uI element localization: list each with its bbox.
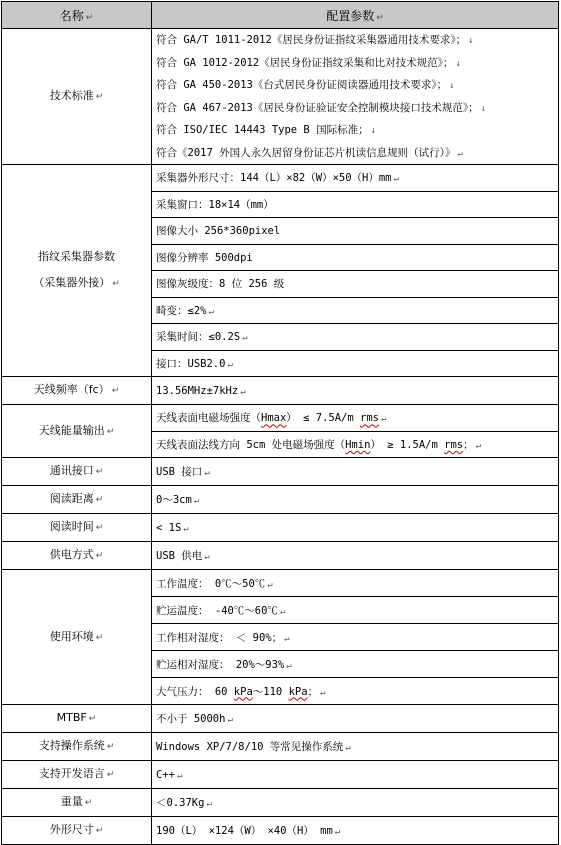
spec-table — [1, 1, 559, 845]
label-environment: 使用环境 ↵ — [2, 570, 152, 705]
fp-value: 采集器外形尺寸：144（L）×82（W）×50（H）mm ↵ — [152, 165, 559, 192]
row-environment — [2, 570, 559, 597]
env-value: 工作相对湿度： ＜ 90%； ↵ — [152, 624, 559, 651]
standard-line: 符合《2017 外国人永久居留身份证芯片机读信息规则（试行）》 ↵ — [156, 146, 463, 159]
header-name: 名称 ↵ — [2, 2, 152, 29]
env-value: 工作温度： 0℃～50℃ ↵ — [152, 570, 559, 597]
row-fingerprint — [2, 165, 559, 192]
header-row — [2, 2, 559, 29]
row-mtbf — [2, 705, 559, 733]
env-value: 大气压力： 60 kPa～110 kPa； ↵ — [152, 678, 559, 705]
value-comm: USB 接口 ↵ — [152, 458, 559, 486]
standard-line: 符合 GA 450-2013《台式居民身份证阅读器通用技术要求》； ↓ — [156, 79, 455, 91]
fp-value: 畸变：≤2% ↵ — [152, 297, 559, 324]
value-os: Windows XP/7/8/10 等常见操作系统 ↵ — [152, 733, 559, 761]
label-readtime: 阅读时间 ↵ — [2, 514, 152, 542]
row-os — [2, 733, 559, 761]
label-power: 供电方式 ↵ — [2, 542, 152, 570]
value-readtime: < 1S ↵ — [152, 514, 559, 542]
label-os: 支持操作系统 ↵ — [2, 733, 152, 761]
label-antenna: 天线能量输出 ↵ — [2, 405, 152, 458]
label-distance: 阅读距离 ↵ — [2, 486, 152, 514]
row-readtime — [2, 514, 559, 542]
standard-line: 符合 GA 467-2013《居民身份证验证安全控制模块接口技术规范》； ↓ — [156, 101, 487, 114]
env-value: 贮运温度： -40℃～60℃ ↵ — [152, 597, 559, 624]
value-power: USB 供电 ↵ — [152, 542, 559, 570]
value-lang: C++ ↵ — [152, 761, 559, 789]
standard-line: 符合 GA/T 1011-2012《居民身份证指纹采集器通用技术要求》； ↓ — [156, 34, 474, 46]
label-comm: 通讯接口 ↵ — [2, 458, 152, 486]
row-size — [2, 817, 559, 845]
label-standards: 技术标准 ↵ — [2, 29, 152, 165]
standard-line: 符合 ISO/IEC 14443 Type B 国际标准； ↓ — [156, 124, 376, 136]
value-distance: 0～3cm ↵ — [152, 486, 559, 514]
row-power — [2, 542, 559, 570]
value-frequency: 13.56MHz±7kHz ↵ — [152, 377, 559, 405]
row-weight — [2, 789, 559, 817]
fp-value: 图像分辨率 500dpi — [152, 244, 559, 271]
label-frequency: 天线频率（fc） ↵ — [2, 377, 152, 405]
row-lang — [2, 761, 559, 789]
fp-value: 采集窗口：18×14（mm） — [152, 191, 559, 218]
label-lang: 支持开发语言 ↵ — [2, 761, 152, 789]
value-size: 190（L） ×124（W） ×40（H） mm ↵ — [152, 817, 559, 845]
label-weight: 重量 ↵ — [2, 789, 152, 817]
row-frequency — [2, 377, 559, 405]
fp-value: 接口：USB2.0 ↵ — [152, 350, 559, 377]
label-fingerprint: 指纹采集器参数 （采集器外接） ↵ — [2, 165, 152, 377]
row-distance — [2, 486, 559, 514]
standard-line: 符合 GA 1012-2012《居民身份证指纹采集和比对技术规范》； ↓ — [156, 56, 461, 69]
value-mtbf: 不小于 5000h ↵ — [152, 705, 559, 733]
env-value: 贮运相对湿度： 20%～93% ↵ — [152, 651, 559, 678]
label-mtbf: MTBF ↵ — [2, 705, 152, 733]
fp-value: 采集时间：≤0.2S ↵ — [152, 324, 559, 351]
row-standards — [2, 29, 559, 165]
fp-value: 图像大小 256*360pixel — [152, 218, 559, 245]
row-antenna — [2, 405, 559, 432]
fp-value: 图像灰级度：8 位 256 级 — [152, 271, 559, 298]
value-weight: ＜0.37Kg ↵ — [152, 789, 559, 817]
value-standards — [152, 29, 559, 165]
header-config: 配置参数 ↵ — [152, 2, 559, 29]
label-size: 外形尺寸 ↵ — [2, 817, 152, 845]
antenna-value: 天线表面电磁场强度（Hmax） ≤ 7.5A/m rms ↵ — [152, 405, 559, 432]
row-comm — [2, 458, 559, 486]
antenna-value: 天线表面法线方向 5cm 处电磁场强度（Hmin） ≥ 1.5A/m rms； ↵ — [152, 431, 559, 458]
